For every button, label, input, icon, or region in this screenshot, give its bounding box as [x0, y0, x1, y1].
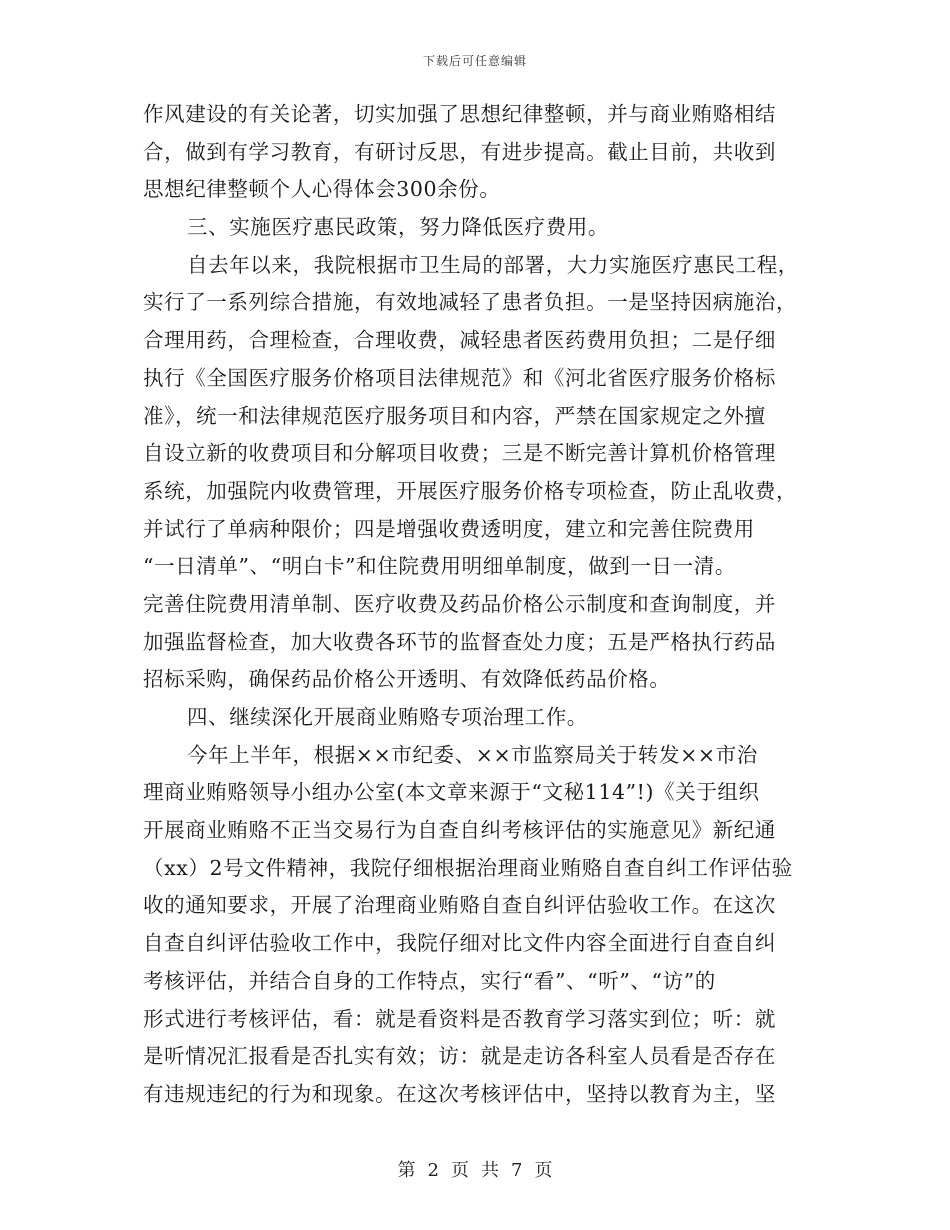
- text-line: 准》，统一和法律规范医疗服务项目和内容，严禁在国家规定之外擅: [143, 403, 766, 428]
- text-line: 执行《全国医疗服务价格项目法律规范》和《河北省医疗服务价格标: [143, 365, 776, 390]
- text-line: 实行了一系列综合措施，有效地减轻了患者负担。一是坚持因病施治，: [143, 290, 798, 315]
- footer-prefix: 第: [397, 1160, 416, 1181]
- text-line: 自去年以来，我院根据市卫生局的部署，大力实施医疗惠民工程，: [187, 252, 799, 277]
- text-line: 自设立新的收费项目和分解项目收费；三是不断完善计算机价格管理: [143, 441, 776, 466]
- footer-page-word: 页: [451, 1160, 469, 1181]
- text-line: 理商业贿赂领导小组办公室(本文章来源于“文秘114”!)《关于组织: [143, 780, 760, 805]
- text-line: “一日清单”、“明白卡”和住院费用明细单制度，做到一日一清。: [143, 554, 736, 579]
- text-line: 招标采购，确保药品价格公开透明、有效降低药品价格。: [143, 667, 671, 692]
- text-line: 系统，加强院内收费管理，开展医疗服务价格专项检查，防止乱收费，: [143, 478, 798, 503]
- page-number-footer: [0, 1156, 950, 1182]
- text-line: 是听情况汇报看是否扎实有效；访：就是走访各科室人员看是否存在: [143, 1044, 776, 1069]
- text-line: 今年上半年，根据××市纪委、××市监察局关于转发××市治: [187, 742, 758, 767]
- text-line: 并试行了单病种限价；四是增强收费透明度，建立和完善住院费用: [143, 516, 755, 541]
- text-line: 开展商业贿赂不正当交易行为自查自纠考核评估的实施意见》新纪通: [143, 818, 776, 843]
- footer-suffix: 页: [534, 1160, 553, 1181]
- text-line: 有违规违纪的行为和现象。在这次考核评估中，坚持以教育为主，坚: [143, 1081, 776, 1106]
- footer-total-word: 共: [481, 1160, 499, 1181]
- document-body: [143, 96, 809, 1114]
- text-line: （xx）2号文件精神，我院仔细根据治理商业贿赂自查自纠工作评估验: [143, 855, 793, 880]
- current-page-number: 2: [427, 1160, 439, 1181]
- section-heading: 四、继续深化开展商业贿赂专项治理工作。: [187, 705, 588, 729]
- text-line: 自查自纠评估验收工作中，我院仔细对比文件内容全面进行自查自纠: [143, 931, 776, 956]
- text-line: 考核评估，并结合自身的工作特点，实行“看”、“听”、“访”的: [143, 968, 716, 993]
- page-header-note: 下载后可任意编辑: [422, 54, 527, 68]
- total-pages-number: 7: [511, 1160, 523, 1181]
- text-line: 合理用药，合理检查，合理收费，减轻患者医药费用负担；二是仔细: [143, 328, 776, 353]
- text-line: 收的通知要求，开展了治理商业贿赂自查自纠评估验收工作。在这次: [143, 893, 776, 918]
- text-line: 形式进行考核评估，看：就是看资料是否教育学习落实到位；听：就: [143, 1006, 776, 1031]
- text-line: 思想纪律整顿个人心得体会300余份。: [143, 177, 501, 202]
- text-line: 加强监督检查，加大收费各环节的监督查处力度；五是严格执行药品: [143, 629, 776, 654]
- text-line: 合，做到有学习教育，有研讨反思，有进步提高。截止目前，共收到: [143, 139, 776, 164]
- section-heading: 三、实施医疗惠民政策，努力降低医疗费用。: [187, 215, 609, 240]
- text-line: 作风建设的有关论著，切实加强了思想纪律整顿，并与商业贿赂相结: [143, 102, 776, 126]
- text-line: 完善住院费用清单制、医疗收费及药品价格公示制度和查询制度，并: [143, 591, 776, 616]
